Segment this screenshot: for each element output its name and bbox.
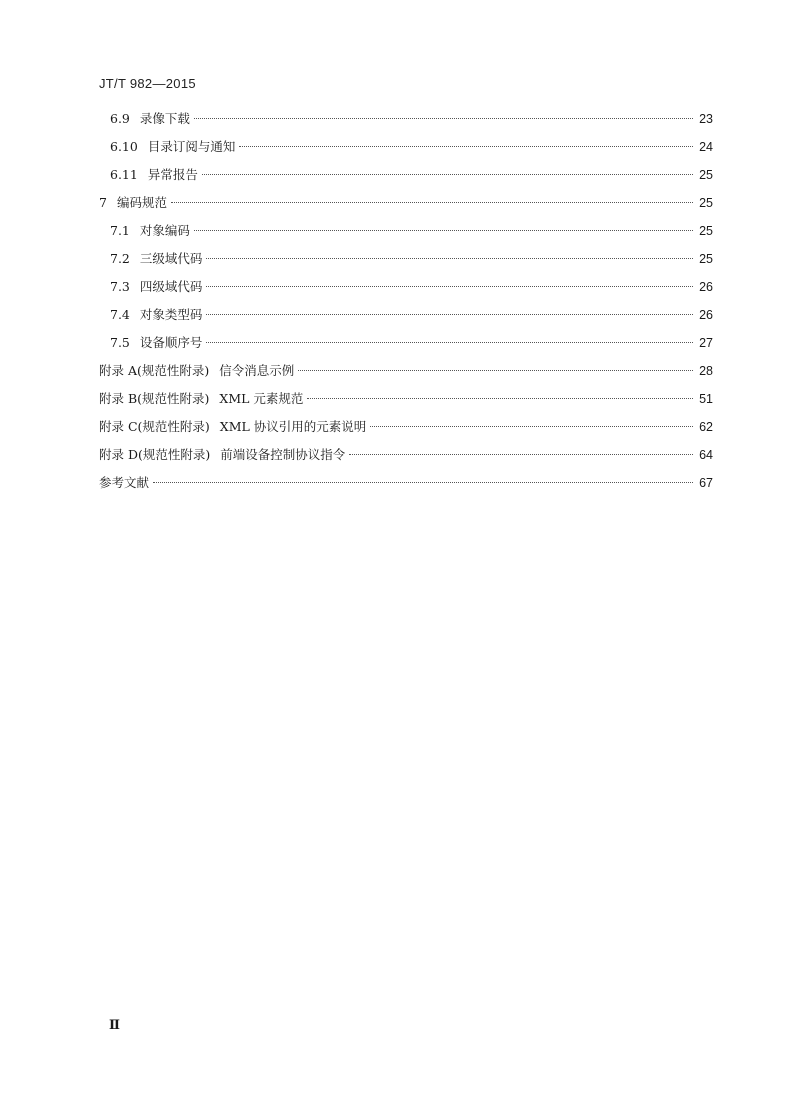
toc-entry-number: 7.1	[110, 223, 130, 238]
toc-entry-7-4[interactable]	[99, 305, 713, 333]
toc-entry-appendix-d[interactable]	[99, 445, 713, 473]
toc-entry-page: 26	[699, 280, 713, 294]
toc-entry-title: 异常报告	[147, 167, 198, 182]
toc-dot-leader	[194, 118, 693, 119]
toc-entry-title: 参考文献	[99, 475, 150, 490]
toc-dot-leader	[298, 370, 693, 371]
toc-entry-number: 7.5	[110, 335, 130, 350]
toc-entry-number: 7.2	[110, 251, 130, 266]
toc-entry-title: 目录订阅与通知	[147, 139, 236, 154]
toc-dot-leader	[206, 314, 693, 315]
toc-entry-page: 62	[699, 420, 713, 434]
toc-entry-title: 前端设备控制协议指令	[220, 447, 346, 462]
toc-dot-leader	[206, 286, 693, 287]
toc-entry-page: 26	[699, 308, 713, 322]
toc-entry-title: 设备顺序号	[139, 335, 203, 350]
toc-entry-page: 25	[699, 224, 713, 238]
standard-code-header: JT/T 982—2015	[99, 76, 196, 91]
toc-entry-title: XML 元素规范	[219, 391, 304, 406]
toc-entry-7-5[interactable]	[99, 333, 713, 361]
toc-dot-leader	[307, 398, 693, 399]
toc-dot-leader	[206, 342, 693, 343]
toc-dot-leader	[370, 426, 693, 427]
toc-entry-appendix-a[interactable]	[99, 361, 713, 389]
toc-entry-page: 25	[699, 196, 713, 210]
page-number: Ⅱ	[109, 1018, 120, 1033]
toc-entry-title: 三级域代码	[139, 251, 203, 266]
toc-entry-7-1[interactable]	[99, 221, 713, 249]
toc-entry-page: 23	[699, 112, 713, 126]
toc-entry-7-2[interactable]	[99, 249, 713, 277]
toc-entry-page: 67	[699, 476, 713, 490]
toc-entry-title: 录像下载	[139, 111, 190, 126]
toc-entry-page: 27	[699, 336, 713, 350]
toc-entry-appendix-b[interactable]	[99, 389, 713, 417]
toc-entry-number: 6.11	[110, 167, 138, 182]
toc-entry-title: 对象类型码	[139, 307, 203, 322]
toc-entry-6-9[interactable]	[99, 109, 713, 137]
toc-entry-number: 7.3	[110, 279, 130, 294]
toc-entry-page: 25	[699, 168, 713, 182]
toc-entry-number: 7.4	[110, 307, 130, 322]
toc-entry-title: 四级域代码	[139, 279, 203, 294]
toc-entry-title: 编码规范	[116, 195, 167, 210]
toc-entry-number: 附录 D(规范性附录)	[99, 447, 211, 462]
toc-entry-page: 51	[699, 392, 713, 406]
toc-entry-6-10[interactable]	[99, 137, 713, 165]
toc-dot-leader	[171, 202, 693, 203]
table-of-contents	[99, 109, 713, 501]
toc-dot-leader	[153, 482, 693, 483]
toc-dot-leader	[194, 230, 693, 231]
toc-entry-6-11[interactable]	[99, 165, 713, 193]
toc-entry-appendix-c[interactable]	[99, 417, 713, 445]
toc-dot-leader	[202, 174, 693, 175]
toc-entry-7-3[interactable]	[99, 277, 713, 305]
toc-entry-number: 6.9	[110, 111, 130, 126]
toc-entry-page: 24	[699, 140, 713, 154]
toc-dot-leader	[349, 454, 693, 455]
toc-entry-page: 25	[699, 252, 713, 266]
toc-entry-title: 对象编码	[139, 223, 190, 238]
toc-entry-number: 附录 C(规范性附录)	[99, 419, 210, 434]
toc-entry-title: 信令消息示例	[219, 363, 295, 378]
toc-dot-leader	[239, 146, 693, 147]
toc-dot-leader	[206, 258, 693, 259]
toc-entry-page: 28	[699, 364, 713, 378]
toc-entry-page: 64	[699, 448, 713, 462]
toc-entry-number: 附录 B(规范性附录)	[99, 391, 210, 406]
toc-entry-7[interactable]	[99, 193, 713, 221]
toc-entry-references[interactable]	[99, 473, 713, 501]
toc-entry-number: 7	[99, 195, 107, 210]
toc-entry-number: 附录 A(规范性附录)	[99, 363, 210, 378]
toc-entry-number: 6.10	[110, 139, 138, 154]
toc-entry-title: XML 协议引用的元素说明	[219, 419, 367, 434]
